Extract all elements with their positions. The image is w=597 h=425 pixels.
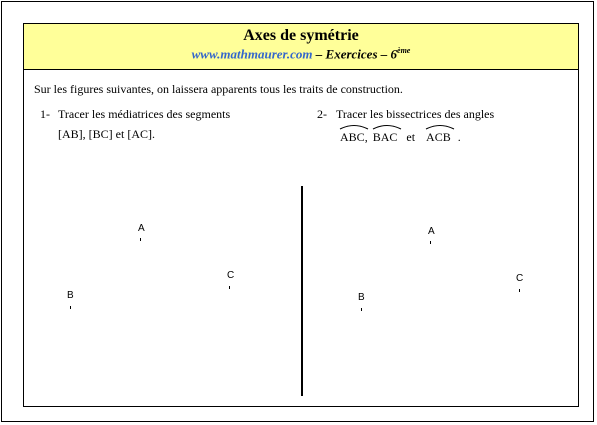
point-a-label: A: [428, 226, 435, 237]
point-a: [140, 238, 141, 241]
angle-abc: [340, 128, 365, 145]
exercise-2-line1: Tracer les bissectrices des angles: [336, 107, 495, 121]
angle-bac: [373, 128, 398, 145]
subtitle-text: – Exercices – 6: [315, 46, 398, 62]
exercise-1-line1: Tracer les médiatrices des segments: [58, 107, 231, 121]
worksheet: [23, 23, 579, 407]
exercise-1-number: 1-: [40, 107, 50, 121]
site-link[interactable]: www.mathmaurer.com: [191, 46, 313, 62]
figure-divider: [301, 186, 303, 396]
angle-separator-1: ,: [364, 130, 368, 144]
angle-abc-label: ABC: [340, 130, 365, 144]
point-c: [229, 286, 230, 289]
point-b: [361, 308, 362, 311]
page-subtitle: [24, 46, 578, 62]
arc-hat-icon: [372, 122, 402, 130]
exercise-1-line2: [AB], [BC] et [AC].: [58, 127, 155, 141]
page-title: Axes de symétrie: [243, 27, 359, 44]
point-a-label: A: [138, 223, 145, 234]
header-banner: [24, 24, 578, 70]
point-a: [430, 241, 431, 244]
point-c-label: C: [227, 270, 235, 281]
instructions-text: Sur les figures suivantes, on laissera apparents tous les traits de construction.: [34, 82, 403, 96]
point-b: [70, 306, 71, 309]
point-c: [519, 289, 520, 292]
exercise-2-number: 2-: [317, 107, 327, 121]
grade-superscript: ème: [397, 46, 411, 55]
angle-acb: [426, 128, 451, 145]
point-b-label: B: [67, 290, 74, 301]
angle-separator-2: et: [406, 130, 416, 144]
angle-end-period: .: [457, 130, 461, 144]
point-b-label: B: [358, 292, 365, 303]
angle-acb-label: ACB: [426, 130, 451, 144]
page-frame: [1, 1, 594, 422]
arc-hat-icon: [339, 122, 369, 130]
angle-bac-label: BAC: [372, 130, 398, 144]
point-c-label: C: [516, 273, 524, 284]
exercise-2-angles: [340, 128, 461, 145]
arc-hat-icon: [425, 122, 455, 130]
